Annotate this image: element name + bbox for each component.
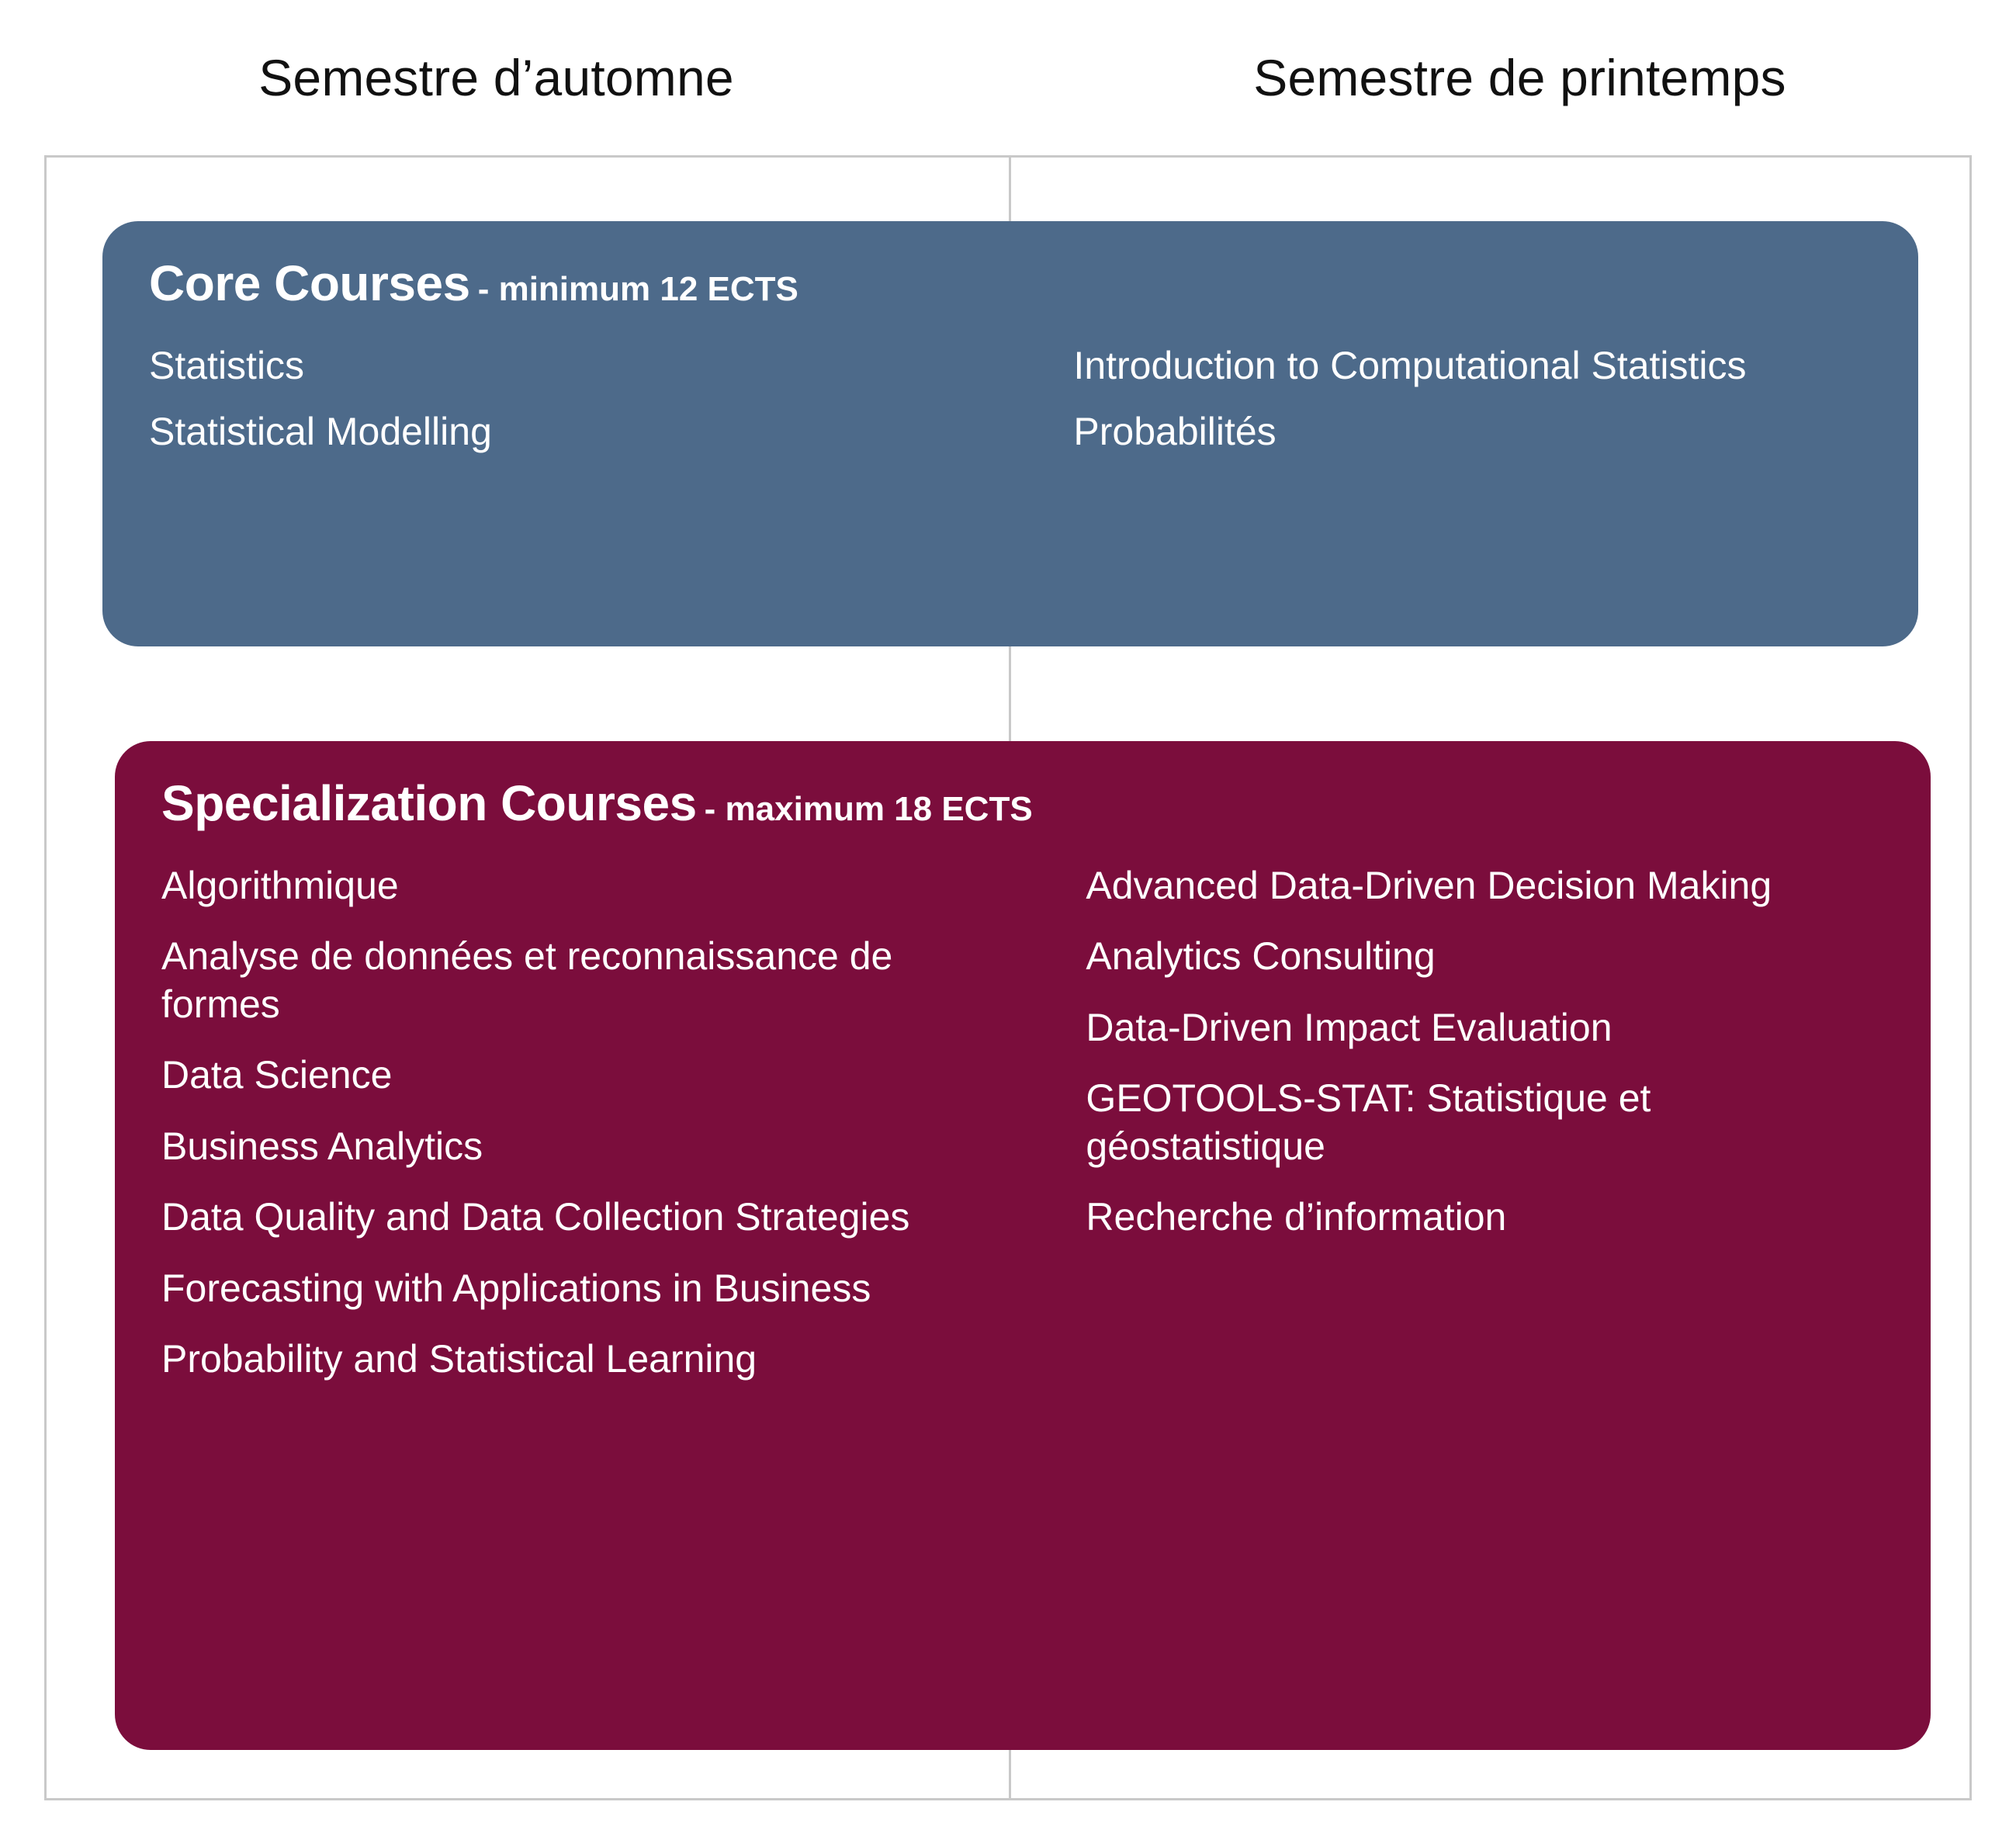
specialization-courses-title [161,775,1884,833]
specialization-courses-columns [161,862,1884,1384]
specialization-spring-column [1045,862,1884,1384]
list-item: Data Science [161,1053,393,1097]
specialization-courses-block [115,741,1931,1750]
list-item: Data-Driven Impact Evaluation [1086,1005,1612,1049]
core-courses-block [102,221,1918,646]
list-item: Probability and Statistical Learning [161,1337,757,1381]
specialization-courses-title-credits: - maximum 18 ECTS [704,790,1033,828]
core-courses-columns [149,342,1872,475]
core-courses-title-credits: - minimum 12 ECTS [477,270,798,308]
header-spring-semester: Semestre de printemps [1253,49,1786,106]
list-item: Algorithmique [161,863,399,907]
list-item: Analytics Consulting [1086,934,1436,979]
core-spring-column [1033,342,1872,475]
list-item: Advanced Data-Driven Decision Making [1086,863,1772,907]
list-item: Analyse de données et reconnaissance de formes [161,934,893,1026]
list-item: Data Quality and Data Collection Strategies [161,1195,910,1239]
semester-headers [0,0,2016,155]
list-item: Business Analytics [161,1124,483,1168]
specialization-courses-title-main: Specialization Courses [161,775,697,831]
list-item: Recherche d’information [1086,1195,1507,1239]
header-autumn-semester: Semestre d’automne [258,49,734,106]
list-item: Statistical Modelling [149,410,492,454]
core-courses-title [149,255,1872,313]
list-item: Introduction to Computational Statistics [1073,343,1747,387]
list-item: Statistics [149,343,305,387]
core-courses-title-main: Core Courses [149,255,470,311]
specialization-autumn-column [161,862,1045,1384]
core-autumn-column [149,342,1033,475]
list-item: Forecasting with Applications in Business [161,1266,871,1310]
list-item: GEOTOOLS-STAT: Statistique et géostatistique [1086,1076,1651,1168]
list-item: Probabilités [1073,410,1276,454]
